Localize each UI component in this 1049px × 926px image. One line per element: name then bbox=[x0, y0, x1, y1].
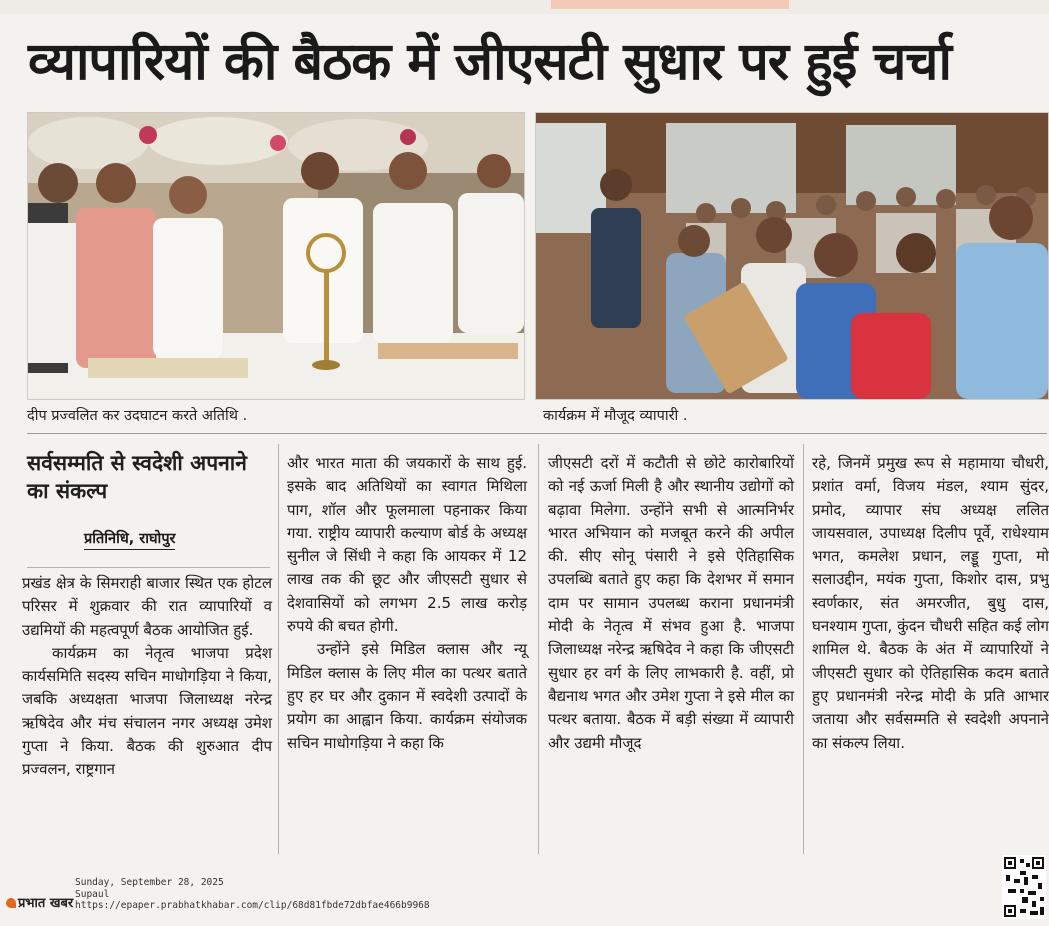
article-column-2 bbox=[287, 452, 527, 755]
caption-divider bbox=[27, 433, 1047, 434]
photo-audience bbox=[535, 112, 1049, 400]
logo-mark-icon bbox=[6, 898, 16, 908]
top-strip bbox=[0, 0, 1049, 14]
byline-divider bbox=[27, 567, 270, 568]
paragraph: जीएसटी दरों में कटौती से छोटे कारोबारियों को नई ऊर्जा मिली है और स्थानीय उद्योगों को बढ़ावा मिलेगा. उन्होंने सभी से आत्मनिर्भर भारत अभियान को मजबूत करने की अपील की. सीए सोनू पंसारी ने इसे ऐतिहासिक उपलब्धि बताते हुए कहा कि देशभर में समान दाम पर सामान उपलब्ध कराना प्रधानमंत्री मोदी के नेतृत्व में संभव हुआ है. भाजपा जिलाध्यक्ष नरेन्द्र ऋषिदेव ने कहा कि जीएसटी सुधार हर वर्ग के लिए लाभकारी है. वहीं, प्रो बैद्यनाथ भगत और उमेश गुप्ता ने इसे मील का पत्थर बताया. बैठक में बड़ी संख्या में व्यापारी और उद्यमी मौजूद bbox=[548, 454, 794, 752]
photo-caption-left: दीप प्रज्वलित कर उदघाटन करते अतिथि . bbox=[27, 408, 248, 424]
prabhat-khabar-logo bbox=[6, 893, 73, 911]
article-column-3 bbox=[548, 452, 794, 755]
photo-caption-right: कार्यक्रम में मौजूद व्यापारी . bbox=[543, 408, 688, 424]
column-divider-2 bbox=[538, 444, 539, 854]
headline: व्यापारियों की बैठक में जीएसटी सुधार पर हुई चर्चा bbox=[28, 32, 951, 92]
photo-lamp-lighting bbox=[27, 112, 525, 400]
paragraph: उन्होंने इसे मिडिल क्लास और न्यू मिडिल क्लास के लिए मील का पत्थर बताते हुए हर घर और दुकान में स्वदेशी उत्पादों के प्रयोग का आह्वान किया. कार्यक्रम संयोजक सचिन माधोगड़िया ने कहा कि bbox=[287, 640, 527, 752]
paragraph: रहे, जिनमें प्रमुख रूप से महामाया चौधरी, प्रशांत वर्मा, विजय मंडल, श्याम सुंदर, प्रमोद, व्यापार संघ अध्यक्ष ललित जायसवाल, उपाध्यक्ष दिलीप पूर्वे, राधेश्याम भगत, कमलेश प्रधान, लड्डू गुप्ता, मो सलाउद्दीन, मयंक गुप्ता, किशोर दास, प्रभु स्वर्णकार, संत अमरजीत, बुधु दास, घनश्याम गुप्ता, कुंदन चौधरी सहित कई लोग शामिल थे. बैठक के अंत में व्यापारियों ने जीएसटी सुधार को ऐतिहासिक कदम बताते हुए प्रधानमंत्री नरेन्द्र मोदी के प्रति आभार जताया और सर्वसम्मति से स्वदेशी अपनाने का संकल्प लिया. bbox=[812, 454, 1049, 752]
logo-text: प्रभात खबर bbox=[18, 896, 74, 911]
clip-date: Sunday, September 28, 2025 bbox=[75, 877, 224, 888]
clip-url[interactable]: https://epaper.prabhatkhabar.com/clip/68d81fbde72dbfae466b9968 bbox=[75, 900, 430, 911]
audience-illustration bbox=[536, 113, 1048, 399]
top-tab bbox=[551, 0, 789, 9]
article-column-1 bbox=[22, 572, 272, 782]
clip-meta bbox=[75, 877, 430, 912]
paragraph: कार्यक्रम का नेतृत्व भाजपा प्रदेश कार्यसमिति सदस्य सचिन माधोगड़िया ने किया, जबकि अध्यक्षता भाजपा जिलाध्यक्ष नरेन्द्र ऋषिदेव और मंच संचालन नगर अध्यक्ष उमेश गुप्ता ने किया. बैठक की शुरुआत दीप प्रज्वलन, राष्ट्रगान bbox=[22, 643, 272, 779]
lamp-lighting-illustration bbox=[28, 113, 524, 399]
column-divider-1 bbox=[278, 444, 279, 854]
column-divider-3 bbox=[803, 444, 804, 854]
byline: प्रतिनिधि, राघोपुर bbox=[84, 528, 175, 550]
paragraph: और भारत माता की जयकारों के साथ हुई. इसके बाद अतिथियों का स्वागत मिथिला पाग, शॉल और फूलमाला पहनाकर किया गया. राष्ट्रीय व्यापारी कल्याण बोर्ड के अध्यक्ष सुनील जे सिंधी ने कहा कि आयकर में 12 लाख तक की छूट और जीएसटी सुधार से देशवासियों को लगभग 2.5 लाख करोड़ रुपये की बचत होगी. bbox=[287, 454, 527, 636]
subheadline: सर्वसम्मति से स्वदेशी अपनाने का संकल्प bbox=[27, 451, 247, 503]
qr-code-icon[interactable] bbox=[1002, 855, 1046, 919]
clip-edition: Supaul bbox=[75, 888, 110, 900]
article-column-4 bbox=[812, 452, 1049, 755]
paragraph: प्रखंड क्षेत्र के सिमराही बाजार स्थित एक होटल परिसर में शुक्रवार की रात व्यापारियों व उद्यमियों की महत्वपूर्ण बैठक आयोजित हुई. bbox=[22, 574, 272, 639]
